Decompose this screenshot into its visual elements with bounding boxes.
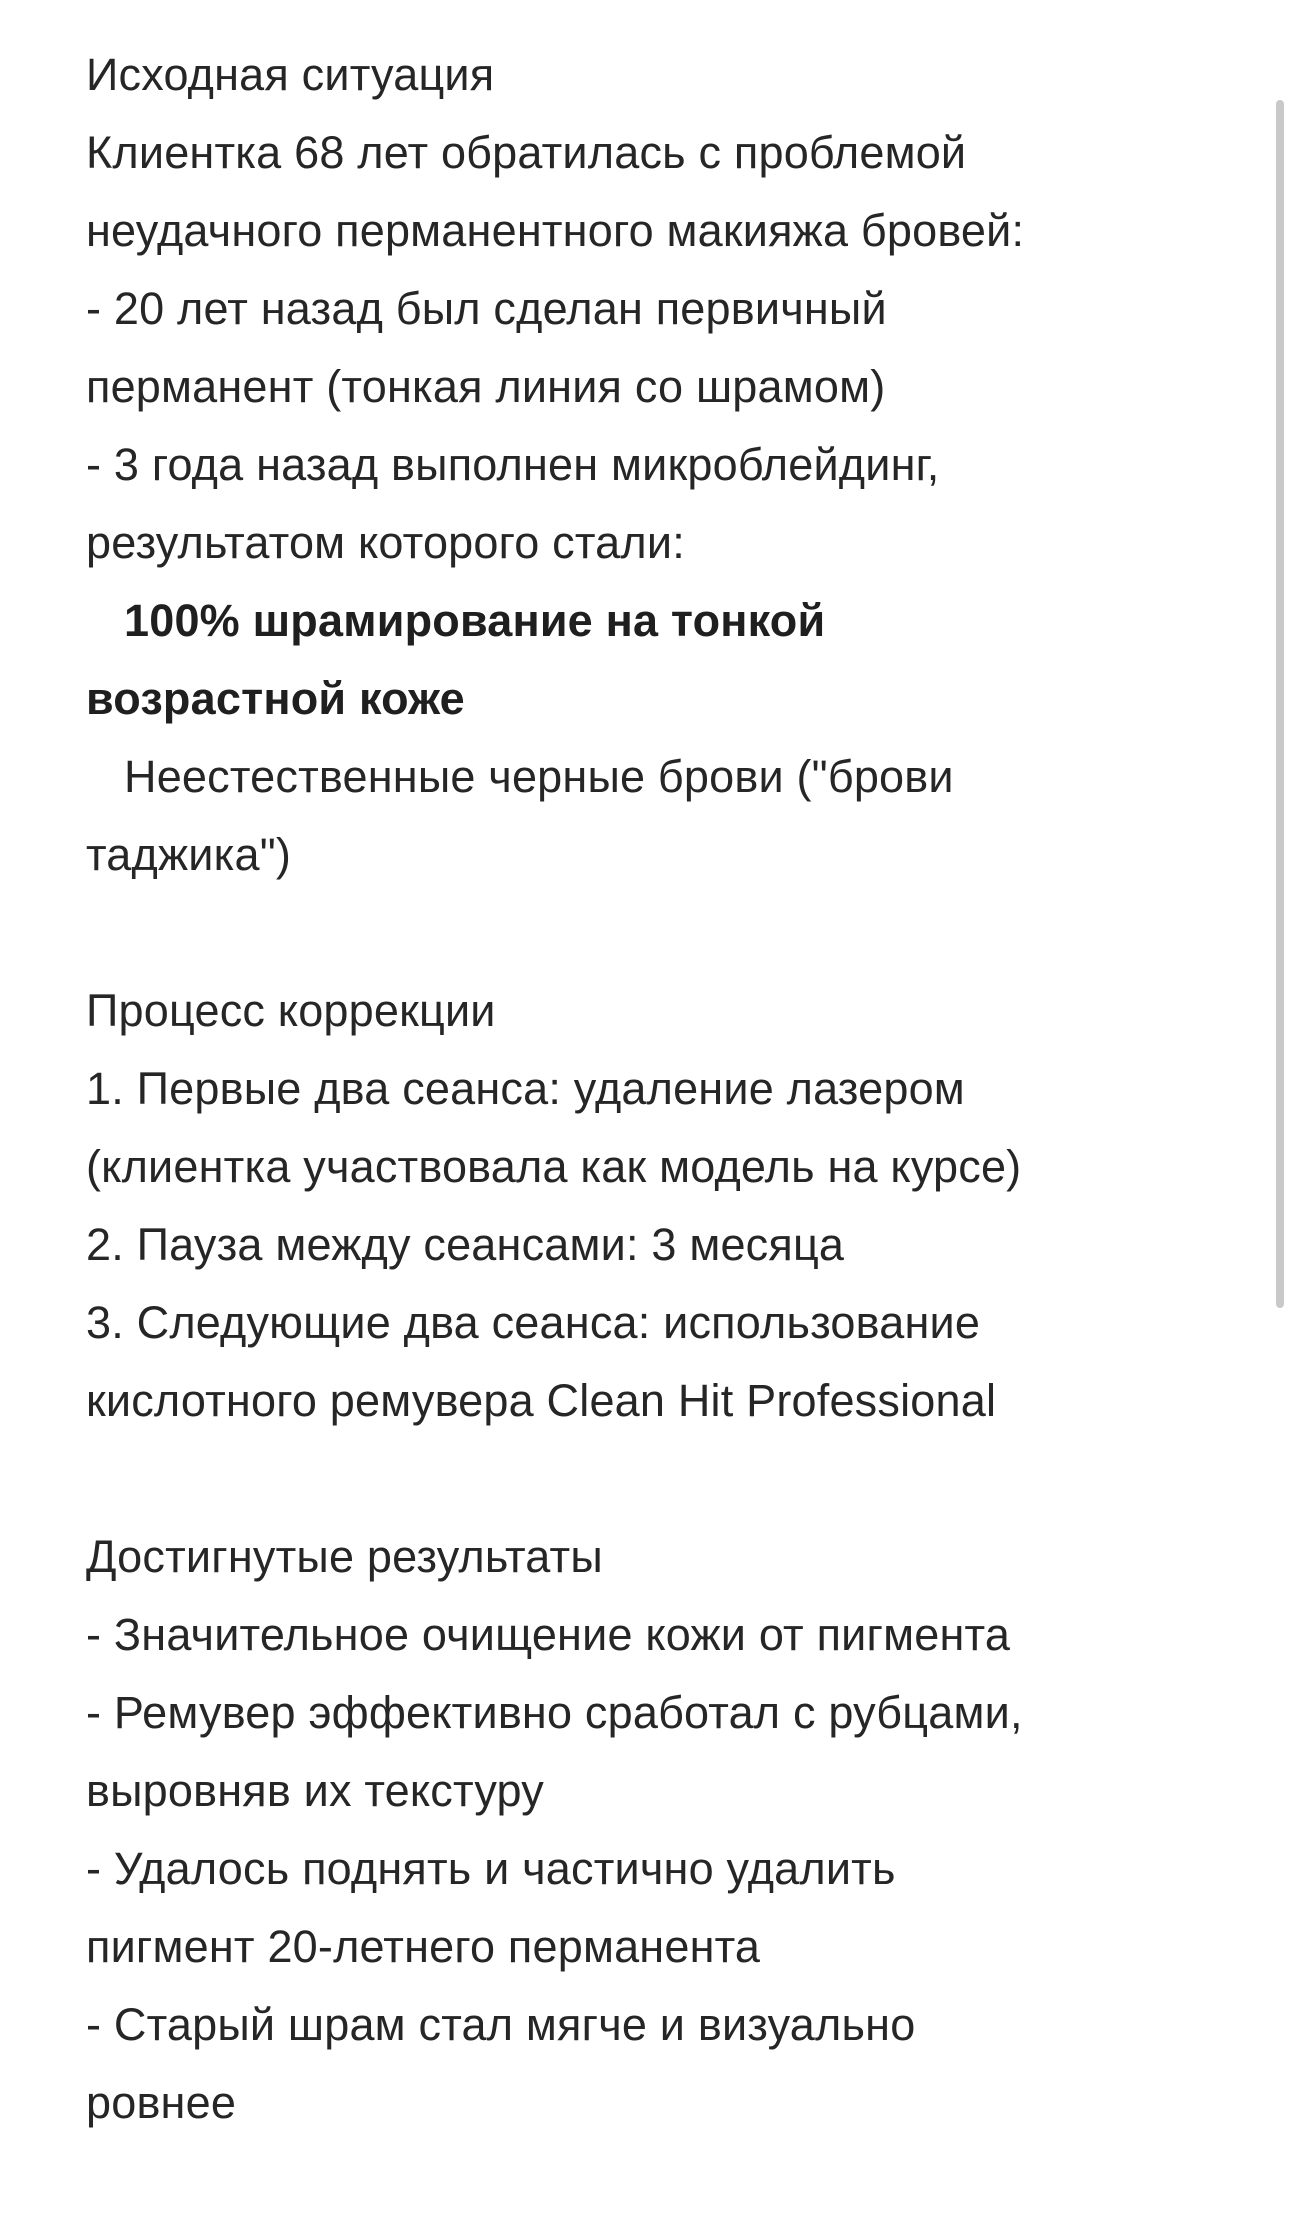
bold-text-line: возрастной коже <box>86 673 465 724</box>
bold-text-line: 100% шрамирование на тонкой <box>124 595 826 646</box>
text-line: - 3 года назад выполнен микроблейдинг, <box>86 439 940 490</box>
text-line: - Значительное очищение кожи от пигмента <box>86 1609 1011 1660</box>
text-line: 1. Первые два сеанса: удаление лазером <box>86 1063 965 1114</box>
text-line: - Ремувер эффективно сработал с рубцами, <box>86 1687 1023 1738</box>
text-line: 2. Пауза между сеансами: 3 месяца <box>86 1219 845 1270</box>
text-line: 3. Следующие два сеанса: использование <box>86 1297 981 1348</box>
section-title-results: Достигнутые результаты <box>86 1531 603 1582</box>
text-line: таджика") <box>86 829 292 880</box>
text-line: неудачного перманентного макияжа бровей: <box>86 205 1025 256</box>
vertical-scrollbar[interactable] <box>1276 100 1284 1308</box>
text-line: - Удалось поднять и частично удалить <box>86 1843 896 1894</box>
blank-line <box>86 894 1236 972</box>
text-line: пигмент 20-летнего перманента <box>86 1921 761 1972</box>
text-line: Клиентка 68 лет обратилась с проблемой <box>86 127 967 178</box>
text-line: - Старый шрам стал мягче и визуально <box>86 1999 916 2050</box>
blank-line <box>86 1440 1236 1518</box>
text-line: - 20 лет назад был сделан первичный <box>86 283 887 334</box>
note-text-body[interactable] <box>86 36 1236 2142</box>
text-line: перманент (тонкая линия со шрамом) <box>86 361 886 412</box>
text-line: Неестественные черные брови ("брови <box>124 751 954 802</box>
text-line: результатом которого стали: <box>86 517 685 568</box>
text-line: ровнее <box>86 2077 237 2128</box>
section-title-correction-process: Процесс коррекции <box>86 985 496 1036</box>
text-line: (клиентка участвовала как модель на курсе) <box>86 1141 1022 1192</box>
text-line: выровняв их текстуру <box>86 1765 544 1816</box>
text-line: кислотного ремувера Clean Hit Professional <box>86 1375 997 1426</box>
section-title-initial-situation: Исходная ситуация <box>86 49 495 100</box>
